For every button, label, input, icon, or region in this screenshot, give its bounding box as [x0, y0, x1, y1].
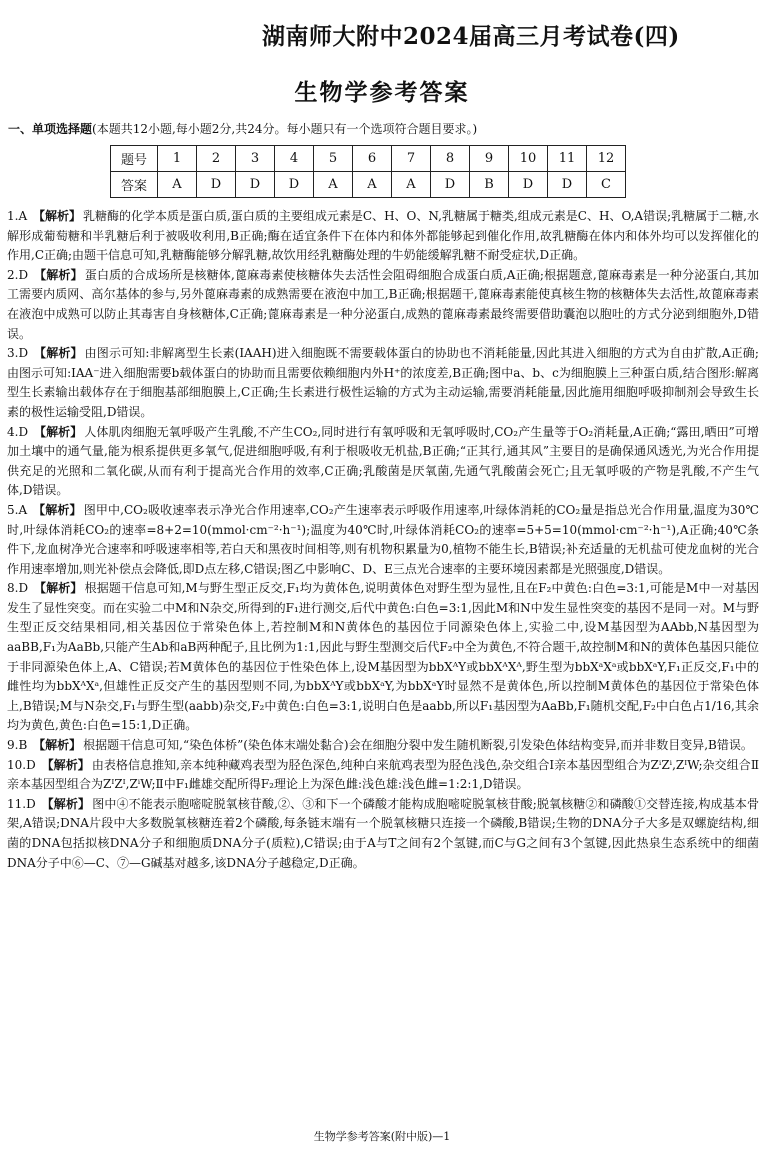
analysis-tag: 【解析】: [32, 209, 81, 223]
question-number: 5: [314, 146, 353, 172]
item-text: 由图示可知:非解离型生长素(IAAH)进入细胞既不需要载体蛋白的协助也不消耗能量,因此其进入细胞的方式为自由扩散,A正确;由图示可知:IAA⁻进入细胞需要b载体蛋白的协助而且需要依赖细胞内外H⁺的浓度差,B正确;图中a、b、c为细胞膜上三种蛋白质,结合图形:解离型生长素输出载体存在于细胞基部细胞膜上,C正确;生长素进行极性运输的方式为主动运输,需要消耗能量,因此施用细胞呼吸抑制剂会导致生长素的极性运输受阻,D错误。: [7, 346, 759, 419]
explanation-item: [7, 344, 759, 422]
explanation-item: [7, 423, 759, 501]
page-title: 生物学参考答案: [294, 79, 470, 106]
question-number: 11: [548, 146, 587, 172]
question-number: 9: [470, 146, 509, 172]
answer-cell: D: [509, 172, 548, 198]
answer-cell: A: [158, 172, 197, 198]
answer-cell: A: [314, 172, 353, 198]
answer-table: [110, 145, 626, 198]
school-title: 湖南师大附中2024届高三月考试卷(四): [262, 23, 680, 50]
question-number: 2: [197, 146, 236, 172]
item-number: 11.D: [7, 796, 36, 811]
question-number: 6: [353, 146, 392, 172]
answer-table-number-row: [111, 146, 626, 172]
question-number: 8: [431, 146, 470, 172]
item-text: 根据题干信息可知,M与野生型正反交,F₁均为黄体色,说明黄体色对野生型为显性,且在F₂中黄色:白色=3:1,可能是M中一对基因发生了显性突变。而在实验二中M和N杂交,所得到的F₁进行测交,后代中黄色:白色=3:1,因此M和N中发生显性突变的基因不是同一对。M与野生型正反交结果相同,相关基因位于常染色体上,若控制M和N黄体色的基因位于同源染色体上,实验二中,设M基因型为AAbb,N基因型为aaBB,F₁为AaBb,只能产生Ab和aB两种配子,且比例为1:1,因此与野生型测交后代F₂中全为黄色,不符合题干,故控制M和N的黄体色基因只能位于非同源染色体上,A、C错误;若M黄体色的基因位于性染色体上,设M基因型为bbXᴬY或bbXᴬXᴬ,野生型为bbXᵃXᵃ或bbXᵃY,F₁正反交,F₁中的雌性均为bbXᴬXᵃ,但雄性正反交产生的基因型则不同,为bbXᴬY或bbXᵃY,为bbXᵃY时显然不是黄体色,所以控制M黄体色的基因位于常染色体上,B错误;M与N杂交,F₁与野生型(aabb)杂交,F₂中黄色:白色=3:1,说明白色是aabb,所以F₁基因型为AaBb,F₁随机交配,F₂中白色占1/16,其余均为黄色,黄色:白色=15:1,D正确。: [7, 581, 759, 733]
answer-cell: D: [548, 172, 587, 198]
item-number: 5.A: [7, 502, 28, 517]
question-number: 3: [236, 146, 275, 172]
page-footer: 生物学参考答案(附中版)—1: [313, 1130, 451, 1143]
section-label: 一、单项选择题: [8, 122, 93, 136]
item-text: 由表格信息推知,亲本纯种藏鸡表型为胫色深色,纯种白来航鸡表型为胫色浅色,杂交组合Ⅰ亲本基因型组合为ZⁱZⁱ,ZᴵW;杂交组合Ⅱ亲本基因型组合为ZᴵZᴵ,ZⁱW;Ⅱ中F₁雌雄交配所得F₂理论上为深色雌:浅色雄:浅色雌=1:2:1,D错误。: [7, 757, 759, 792]
answer-cell: C: [587, 172, 626, 198]
item-text: 乳糖酶的化学本质是蛋白质,蛋白质的主要组成元素是C、H、O、N,乳糖属于糖类,组成元素是C、H、O,A错误;乳糖属于二糖,水解形成葡萄糖和半乳糖后利于被吸收利用,B正确;酶在适宜条件下在体内和体外都能够起到催化作用,故乳糖酶在体内和体外均可以发挥催化的作用,C正确;由题干信息可知,乳糖酶能够分解乳糖,故饮用经乳糖酶处理的牛奶能缓解乳糖不耐受症状,D正确。: [7, 209, 759, 263]
analysis-tag: 【解析】: [33, 502, 82, 517]
analysis-tag: 【解析】: [33, 424, 83, 439]
item-number: 10.D: [7, 757, 36, 772]
item-number: 1.A: [7, 209, 28, 223]
answer-cell: D: [236, 172, 275, 198]
item-text: 蛋白质的合成场所是核糖体,蓖麻毒素使核糖体失去活性会阻碍细胞合成蛋白质,A正确;根据题意,蓖麻毒素是一种分泌蛋白,其加工需要内质网、高尔基体的参与,另外蓖麻毒素的成熟需要在液泡中加工,B正确;根据题干,蓖麻毒素能使真核生物的核糖体失去活性,故蓖麻毒素在液泡中成熟可以防止其毒害自身核糖体,C正确;蓖麻毒素是一种分泌蛋白,成熟的蓖麻毒素最终需要借助囊泡以胞吐的方式分泌到细胞外,D错误。: [7, 267, 759, 341]
answer-cell: D: [431, 172, 470, 198]
explanation-item: [7, 795, 759, 873]
explanation-item: [7, 736, 759, 756]
item-text: 图中④不能表示胞嘧啶脱氧核苷酸,②、③和下一个磷酸才能构成胞嘧啶脱氧核苷酸;脱氧核糖②和磷酸①交替连接,构成基本骨架,A错误;DNA片段中大多数脱氧核糖连着2个磷酸,每条链末端有一个脱氧核糖只连接一个磷酸,B错误;生物的DNA分子大多是双螺旋结构,细菌的DNA包括拟核DNA分子和细胞质DNA分子(质粒),C错误;由于A与T之间有2个氢键,而C与G之间有3个氢键,因此热泉生态系统中的细菌DNA分子中⑥—C、⑦—G碱基对越多,该DNA分子越稳定,D正确。: [7, 796, 759, 870]
explanation-item: [7, 207, 759, 266]
item-number: 2.D: [7, 267, 29, 282]
answer-cell: A: [353, 172, 392, 198]
explanation-item: [7, 579, 759, 736]
analysis-tag: 【解析】: [41, 796, 91, 811]
section-note: (本题共12小题,每小题2分,共24分。每小题只有一个选项符合题目要求。): [92, 122, 478, 136]
analysis-tag: 【解析】: [34, 581, 83, 596]
item-number: 8.D: [7, 581, 29, 596]
item-text: 人体肌肉细胞无氧呼吸产生乳酸,不产生CO₂,同时进行有氧呼吸和无氧呼吸时,CO₂产生量等于O₂消耗量,A正确;“露田,晒田”可增加土壤中的通气量,能为根系提供更多氧气,促进细胞呼吸,有利于根吸收无机盐,B正确;“正其行,通其风”主要目的是确保通风透光,为光合作用提供充足的光照和二氧化碳,从而有利于提高光合作用的效率,C正确;乳酸菌是厌氧菌,先通气乳酸菌会死亡;且无氧呼吸的产物是乳酸,不产生气体,D错误。: [7, 424, 759, 498]
explanation-item: [7, 501, 759, 579]
table-header-number: 题号: [111, 146, 158, 172]
question-number: 1: [158, 146, 197, 172]
explanation-item: [7, 266, 759, 344]
question-number: 4: [275, 146, 314, 172]
table-header-answer: 答案: [111, 172, 158, 198]
analysis-tag: 【解析】: [34, 267, 83, 282]
answer-cell: B: [470, 172, 509, 198]
analysis-tag: 【解析】: [41, 757, 90, 772]
answer-cell: D: [275, 172, 314, 198]
question-number: 7: [392, 146, 431, 172]
explanations: [7, 207, 759, 873]
section-heading: [8, 120, 477, 138]
item-text: 根据题干信息可知,“染色体桥”(染色体末端处黏合)会在细胞分裂中发生随机断裂,引发染色体结构变异,而并非数目变异,B错误。: [83, 738, 753, 753]
question-number: 10: [509, 146, 548, 172]
question-number: 12: [587, 146, 626, 172]
answer-cell: A: [392, 172, 431, 198]
answer-table-answer-row: [111, 172, 626, 198]
analysis-tag: 【解析】: [34, 346, 83, 361]
explanation-item: [7, 756, 759, 795]
item-text: 图甲中,CO₂吸收速率表示净光合作用速率,CO₂产生速率表示呼吸作用速率,叶绿体消耗的CO₂量是指总光合作用量,温度为30℃时,叶绿体消耗CO₂的速率=8+2=10(mmol·cm⁻²·h⁻¹);温度为40℃时,叶绿体消耗CO₂的速率=5+5=10(mmol·cm⁻²·h⁻¹),A正确;40℃条件下,龙血树净光合速率和呼吸速率相等,若白天和黑夜时间相等,则有机物积累量为0,植物不能生长,B错误;补充适量的无机盐可使龙血树的光合作用速率增加,则光补偿点会降低,即D点左移,C错误;图乙中影响C、D、E三点光合速率的主要环境因素都是光照强度,D错误。: [7, 502, 759, 576]
answer-cell: D: [197, 172, 236, 198]
item-number: 9.B: [7, 738, 28, 753]
analysis-tag: 【解析】: [33, 738, 82, 753]
item-number: 4.D: [7, 424, 29, 439]
item-number: 3.D: [7, 346, 29, 361]
